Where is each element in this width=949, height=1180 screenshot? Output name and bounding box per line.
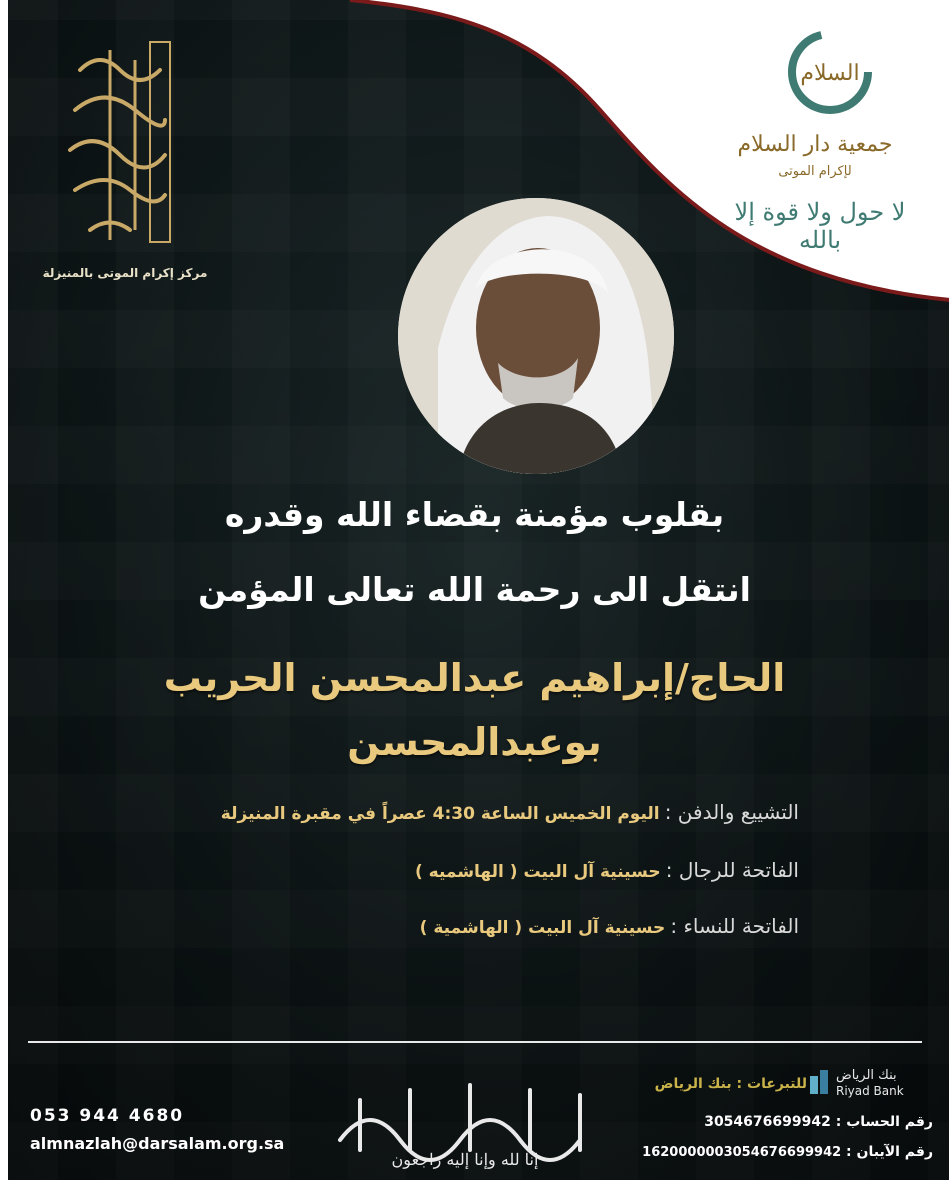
detail-label: الفاتحة للنساء : <box>670 914 799 938</box>
contact-phone: 053 944 4680 <box>30 1106 185 1126</box>
calligraphy-logo <box>50 30 210 260</box>
funeral-detail-row <box>221 800 799 830</box>
portrait-image <box>398 198 674 474</box>
condolence-line-1: بقلوب مؤمنة بقضاء الله وقدره <box>224 495 725 534</box>
detail-value: حسينية آل البيت ( الهاشمية ) <box>419 918 666 938</box>
verse-text: إنا لله وإنا إليه راجعون <box>391 1150 539 1169</box>
deceased-photo <box>398 198 674 474</box>
bank-name-ar: بنك الرياض <box>836 1068 897 1083</box>
deceased-kunya: بوعبدالمحسن <box>347 720 602 764</box>
org-emblem-word: السلام <box>800 61 860 86</box>
condolence-line-2: انتقل الى رحمة الله تعالى المؤمن <box>198 570 751 609</box>
donation-label: للتبرعات : بنك الرياض <box>654 1076 807 1092</box>
women-condolence-row <box>420 914 799 944</box>
left-logo-caption: مركز إكرام الموتى بالمنيزلة <box>42 266 208 280</box>
detail-label: الفاتحة للرجال : <box>665 858 799 882</box>
account-number: 3054676699942 <box>704 1114 831 1130</box>
detail-value: اليوم الخميس الساعة 4:30 عصراً في مقبرة المنيزلة <box>220 804 660 824</box>
bank-name-en: Riyad Bank <box>836 1084 904 1098</box>
account-label: رقم الحساب : <box>835 1114 933 1130</box>
org-emblem-icon <box>780 20 880 120</box>
riyad-bank-logo-icon <box>810 1070 832 1096</box>
org-subtitle: لإكرام الموتى <box>778 164 852 179</box>
detail-value: حسينية آل البيت ( الهاشميه ) <box>414 862 661 882</box>
iban-row <box>642 1144 933 1160</box>
contact-email: almnazlah@darsalam.org.sa <box>30 1134 285 1153</box>
org-name: جمعية دار السلام <box>737 132 893 157</box>
iban-number: 1620000003054676699942 <box>642 1145 842 1160</box>
men-condolence-row <box>415 858 799 888</box>
iban-label: رقم الآيبان : <box>846 1144 933 1160</box>
deceased-name: الحاج/إبراهيم عبدالمحسن الحريب <box>163 656 786 700</box>
detail-label: التشييع والدفن : <box>664 800 799 824</box>
org-motto: لا حول ولا قوة إلا بالله <box>734 198 906 254</box>
footer-divider <box>28 1041 922 1043</box>
account-row <box>704 1114 933 1130</box>
verse-calligraphy <box>320 1060 610 1170</box>
